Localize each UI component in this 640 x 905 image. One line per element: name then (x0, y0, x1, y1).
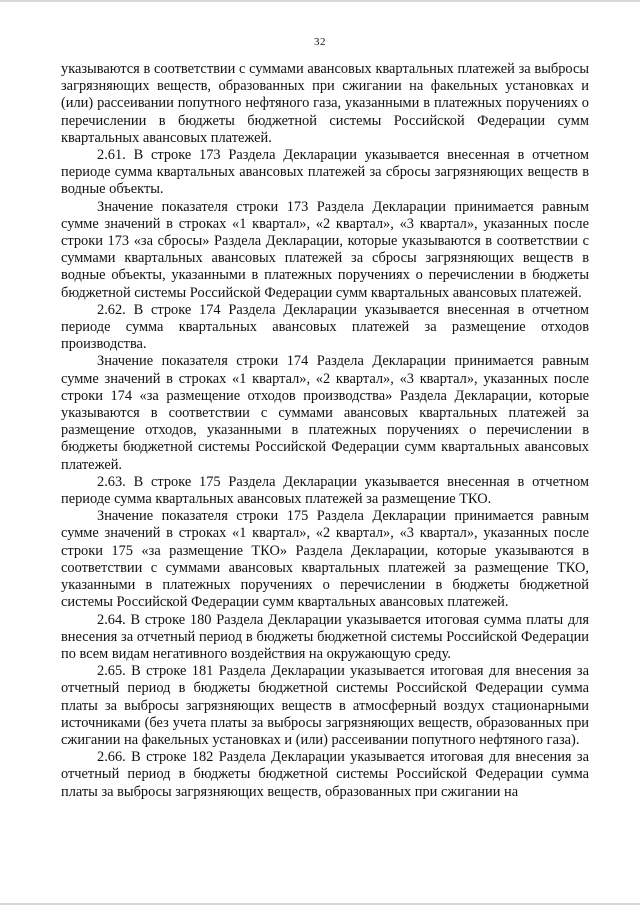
paragraph-2-66: 2.66. В строке 182 Раздела Декларации указывается итоговая для внесения за отчетный период в бюджеты бюджетной системы Российской Федерации сумма платы за выбросы загрязняющих веществ, образованных при сжигании на (61, 749, 589, 800)
paragraph-2-64: 2.64. В строке 180 Раздела Декларации указывается итоговая сумма платы для внесения за отчетный период в бюджеты бюджетной системы Российской Федерации по всем видам негативного воздействия на окружающую среду. (61, 611, 589, 662)
page-number: 32 (314, 36, 326, 48)
paragraph-2-63-value: Значение показателя строки 175 Раздела Декларации принимается равным сумме значений в строках «1 квартал», «2 квартал», «3 квартал», указанных после строки 175 «за размещение ТКО» Раздела Декларации, которые указываются в соответствии с суммами авансовых квартальных платежей за размещение ТКО, указанными в платежных поручениях о перечислении в бюджеты бюджетной системы Российской Федерации сумм квартальных авансовых платежей. (61, 508, 589, 611)
paragraph-2-61: 2.61. В строке 173 Раздела Декларации указывается внесенная в отчетном периоде сумма квартальных авансовых платежей за сбросы загрязняющих веществ в водные объекты. (61, 147, 589, 198)
document-body (61, 61, 589, 801)
paragraph-2-61-value: Значение показателя строки 173 Раздела Декларации принимается равным сумме значений в строках «1 квартал», «2 квартал», «3 квартал», указанных после строки 173 «за сбросы» Раздела Декларации, которые указываются в соответствии с суммами квартальных авансовых платежей за сбросы загрязняющих веществ в водные объекты, указанными в платежных поручениях о перечислении в бюджеты бюджетной системы Российской Федерации сумм квартальных авансовых платежей. (61, 198, 589, 301)
scan-edge-top (0, 0, 640, 2)
paragraph-2-62: 2.62. В строке 174 Раздела Декларации указывается внесенная в отчетном периоде сумма квартальных авансовых платежей за размещение отходов производства. (61, 301, 589, 353)
paragraph-2-65: 2.65. В строке 181 Раздела Декларации указывается итоговая для внесения за отчетный период в бюджеты бюджетной системы Российской Федерации сумма платы за выбросы загрязняющих веществ в атмосферный воздух стационарными источниками (без учета платы за выбросы загрязняющих веществ, образованных при сжигании на факельных установках и (или) рассеивании попутного нефтяного газа). (61, 663, 589, 748)
paragraph-continuation: указываются в соответствии с суммами авансовых квартальных платежей за выбросы загрязняющих веществ, образованных при сжигании на факельных установках и (или) рассеивании попутного нефтяного газа, указанными в платежных поручениях о перечислении в бюджеты бюджетной системы Российской Федерации сумм квартальных авансовых платежей. (61, 61, 589, 146)
paragraph-2-63: 2.63. В строке 175 Раздела Декларации указывается внесенная в отчетном периоде сумма квартальных авансовых платежей за размещение ТКО. (61, 473, 589, 508)
paragraph-2-62-value: Значение показателя строки 174 Раздела Декларации принимается равным сумме значений в строках «1 квартал», «2 квартал», «3 квартал», указанных после строки 174 «за размещение отходов производства» Раздела Декларации, которые указываются в соответствии с суммами авансовых квартальных платежей за размещение отходов, указанными в платежных поручениях о перечислении в бюджеты бюджетной системы Российской Федерации сумм квартальных авансовых платежей. (61, 353, 589, 473)
